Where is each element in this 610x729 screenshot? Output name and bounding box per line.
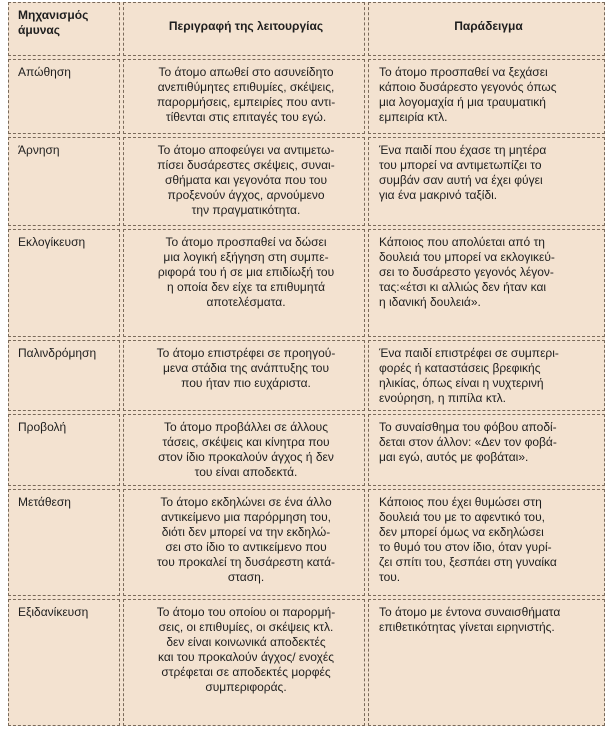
example-text-line: ηλικίας, όπως είναι η νυχτερινή: [379, 376, 544, 390]
table-row-example-cell: [368, 340, 605, 411]
table-row-mechanism-cell: [8, 137, 120, 226]
example-text-line: δεται στον άλλον: «Δεν τον φοβά-: [379, 435, 557, 449]
example-text-line: Ένα παιδί που έχασε τη μητέρα: [379, 143, 547, 157]
table-row-mechanism-cell: [8, 599, 120, 726]
description-text-line: που ήταν πιο ευχάριστα.: [181, 376, 311, 390]
description-text-line: του προκαλεί τη δυσάρεστη κατά-: [156, 555, 336, 569]
mechanism-text-line: Μετάθεση: [18, 495, 71, 509]
example-text-line: επιθετικότητας γίνεται ειρηνιστής.: [379, 620, 555, 634]
mechanism-text-line: Άρνηση: [18, 143, 60, 157]
example-text-line: του.: [379, 570, 401, 584]
example-text-line: συμβάν σαν αυτή να έχει φύγει: [379, 173, 543, 187]
description-text-line: Το άτομο επιστρέφει σε προηγού-: [156, 346, 336, 360]
mechanism-text-line: Εξιδανίκευση: [18, 605, 89, 619]
description-text-line: την πραγματικότητα.: [191, 203, 301, 217]
table-row-mechanism-cell: [8, 340, 120, 411]
example-text-line: δεν μπορεί όμως να εκδηλώσει: [379, 525, 544, 539]
description-text-line: διότι δεν μπορεί να την εκδηλώ-: [161, 525, 331, 539]
table-row-description-cell: [123, 229, 365, 337]
table-row-description-cell: [123, 599, 365, 726]
table-row-description-cell: [123, 59, 365, 134]
header-mechanism-cell: [8, 2, 120, 56]
description-text-line: του είναι αποδεκτά.: [194, 465, 298, 479]
description-text-line: τίθενται στις επιταγές του εγώ.: [165, 110, 327, 124]
description-text-line: Το άτομο εκδηλώνει σε ένα άλλο: [160, 495, 332, 509]
example-text-line: εμπειρία κτλ.: [379, 110, 448, 124]
mechanism-text-line: Παλινδρόμηση: [18, 346, 97, 360]
example-text-line: ζει σπίτι του, ξεσπάει στη γυναίκα: [379, 555, 557, 569]
example-text-line: φορές ή καταστάσεις βρεφικής: [379, 361, 541, 375]
mechanism-text-line: Εκλογίκευση: [18, 235, 86, 249]
table-row-example-cell: [368, 414, 605, 486]
mechanism-text-line: Προβολή: [18, 420, 67, 434]
description-text-line: προξενούν άγχος, αρνούμενο: [167, 188, 325, 202]
description-text-line: συμπεριφοράς.: [205, 680, 287, 694]
table-row-mechanism-cell: [8, 489, 120, 596]
example-text-line: δουλειά του μπορεί να εκλογικεύ-: [379, 250, 555, 264]
table-row-description-cell: [123, 414, 365, 486]
description-text-line: Το άτομο αποφεύγει να αντιμετω-: [157, 143, 335, 157]
description-text-line: και του προκαλούν άγχος/ ενοχές: [157, 650, 335, 664]
table-row-example-cell: [368, 137, 605, 226]
description-text-line: δεν είναι κοινωνικά αποδεκτές: [166, 635, 326, 649]
example-text-line: του μπορεί να αντιμετωπίζει το: [379, 158, 542, 172]
description-text-line: αντικείμενο μια παρόρμηση του,: [161, 510, 331, 524]
description-text-line: Το άτομο προσπαθεί να δώσει: [165, 235, 327, 249]
description-text-line: στρέφεται σε αποδεκτές μορφές: [161, 665, 331, 679]
example-text-line: ενούρηση, η πιπίλα κτλ.: [379, 391, 506, 405]
table-row-mechanism-cell: [8, 414, 120, 486]
table-row-mechanism-cell: [8, 59, 120, 134]
table-row-example-cell: [368, 599, 605, 726]
description-text-line: σταση.: [227, 570, 265, 584]
example-text-line: το θυμό του στον ίδιο, όταν γυρί-: [379, 540, 552, 554]
header-text-line: Περιγραφή της λειτουργίας: [168, 19, 324, 33]
description-text-line: Το άτομο προβάλλει σε άλλους: [164, 420, 328, 434]
header-text-line: Μηχανισμός: [18, 8, 89, 22]
example-text-line: μαι εγώ, αυτός με φοβάται».: [379, 450, 529, 464]
example-text-line: σει το δυσάρεστο γεγονός λέγον-: [379, 265, 554, 279]
description-text-line: στον ίδιο προκαλούν άγχος ή δεν: [158, 450, 334, 464]
header-example-cell: [368, 2, 605, 56]
table-row-description-cell: [123, 489, 365, 596]
description-text-line: Το άτομο απωθεί στο ασυνείδητο: [158, 65, 334, 79]
table-row-mechanism-cell: [8, 229, 120, 337]
example-text-line: Κάποιος που απολύεται από τη: [379, 235, 545, 249]
description-text-line: σει στο ίδιο το αντικείμενο που: [165, 540, 327, 554]
description-text-line: σθήματα και γεγονότα που του: [164, 173, 328, 187]
example-text-line: Το άτομο προσπαθεί να ξεχάσει: [379, 65, 548, 79]
mechanism-text-line: Απώθηση: [18, 65, 71, 79]
example-text-line: τας:«έτσι κι αλλιώς δεν ήταν και: [379, 280, 547, 294]
example-text-line: η ιδανική δουλειά».: [379, 295, 481, 309]
table-row-example-cell: [368, 229, 605, 337]
description-text-line: Το άτομο του οποίου οι παρορμή-: [156, 605, 336, 619]
table-row-example-cell: [368, 489, 605, 596]
description-text-line: πίσει δυσάρεστες σκέψεις, συναι-: [157, 158, 335, 172]
description-text-line: ριφορά του ή σε μια επιδίωξή του: [157, 265, 335, 279]
description-text-line: τάσεις, σκέψεις και κίνητρα που: [162, 435, 330, 449]
example-text-line: μια λογομαχία ή μια τραυματική: [379, 95, 546, 109]
description-text-line: ανεπιθύμητες επιθυμίες, σκέψεις,: [157, 80, 335, 94]
table-row-description-cell: [123, 340, 365, 411]
header-description-cell: [123, 2, 365, 56]
header-text-line: άμυνας: [18, 23, 60, 37]
description-text-line: σεις, οι επιθυμίες, οι σκέψεις κτλ.: [158, 620, 334, 634]
header-text-line: Παράδειγμα: [454, 19, 523, 33]
example-text-line: Το συναίσθημα του φόβου αποδί-: [379, 420, 557, 434]
example-text-line: δουλειά του με το αφεντικό του,: [379, 510, 545, 524]
example-text-line: Ένα παιδί επιστρέφει σε συμπερι-: [379, 346, 559, 360]
defense-mechanisms-table: [8, 2, 605, 726]
description-text-line: η οποία δεν είχε τα επιθυμητά: [166, 280, 326, 294]
description-text-line: αποτελέσματα.: [206, 295, 286, 309]
description-text-line: παρορμήσεις, εμπειρίες που αντι-: [156, 95, 336, 109]
table-row-description-cell: [123, 137, 365, 226]
example-text-line: Το άτομο με έντονα συναισθήματα: [379, 605, 561, 619]
example-text-line: Κάποιος που έχει θυμώσει στη: [379, 495, 542, 509]
table-row-example-cell: [368, 59, 605, 134]
description-text-line: μια λογική εξήγηση στη συμπε-: [163, 250, 329, 264]
description-text-line: μενα στάδια της ανάπτυξης του: [162, 361, 330, 375]
example-text-line: κάποιο δυσάρεστο γεγονός όπως: [379, 80, 557, 94]
example-text-line: για ένα μακρινό ταξίδι.: [379, 188, 498, 202]
